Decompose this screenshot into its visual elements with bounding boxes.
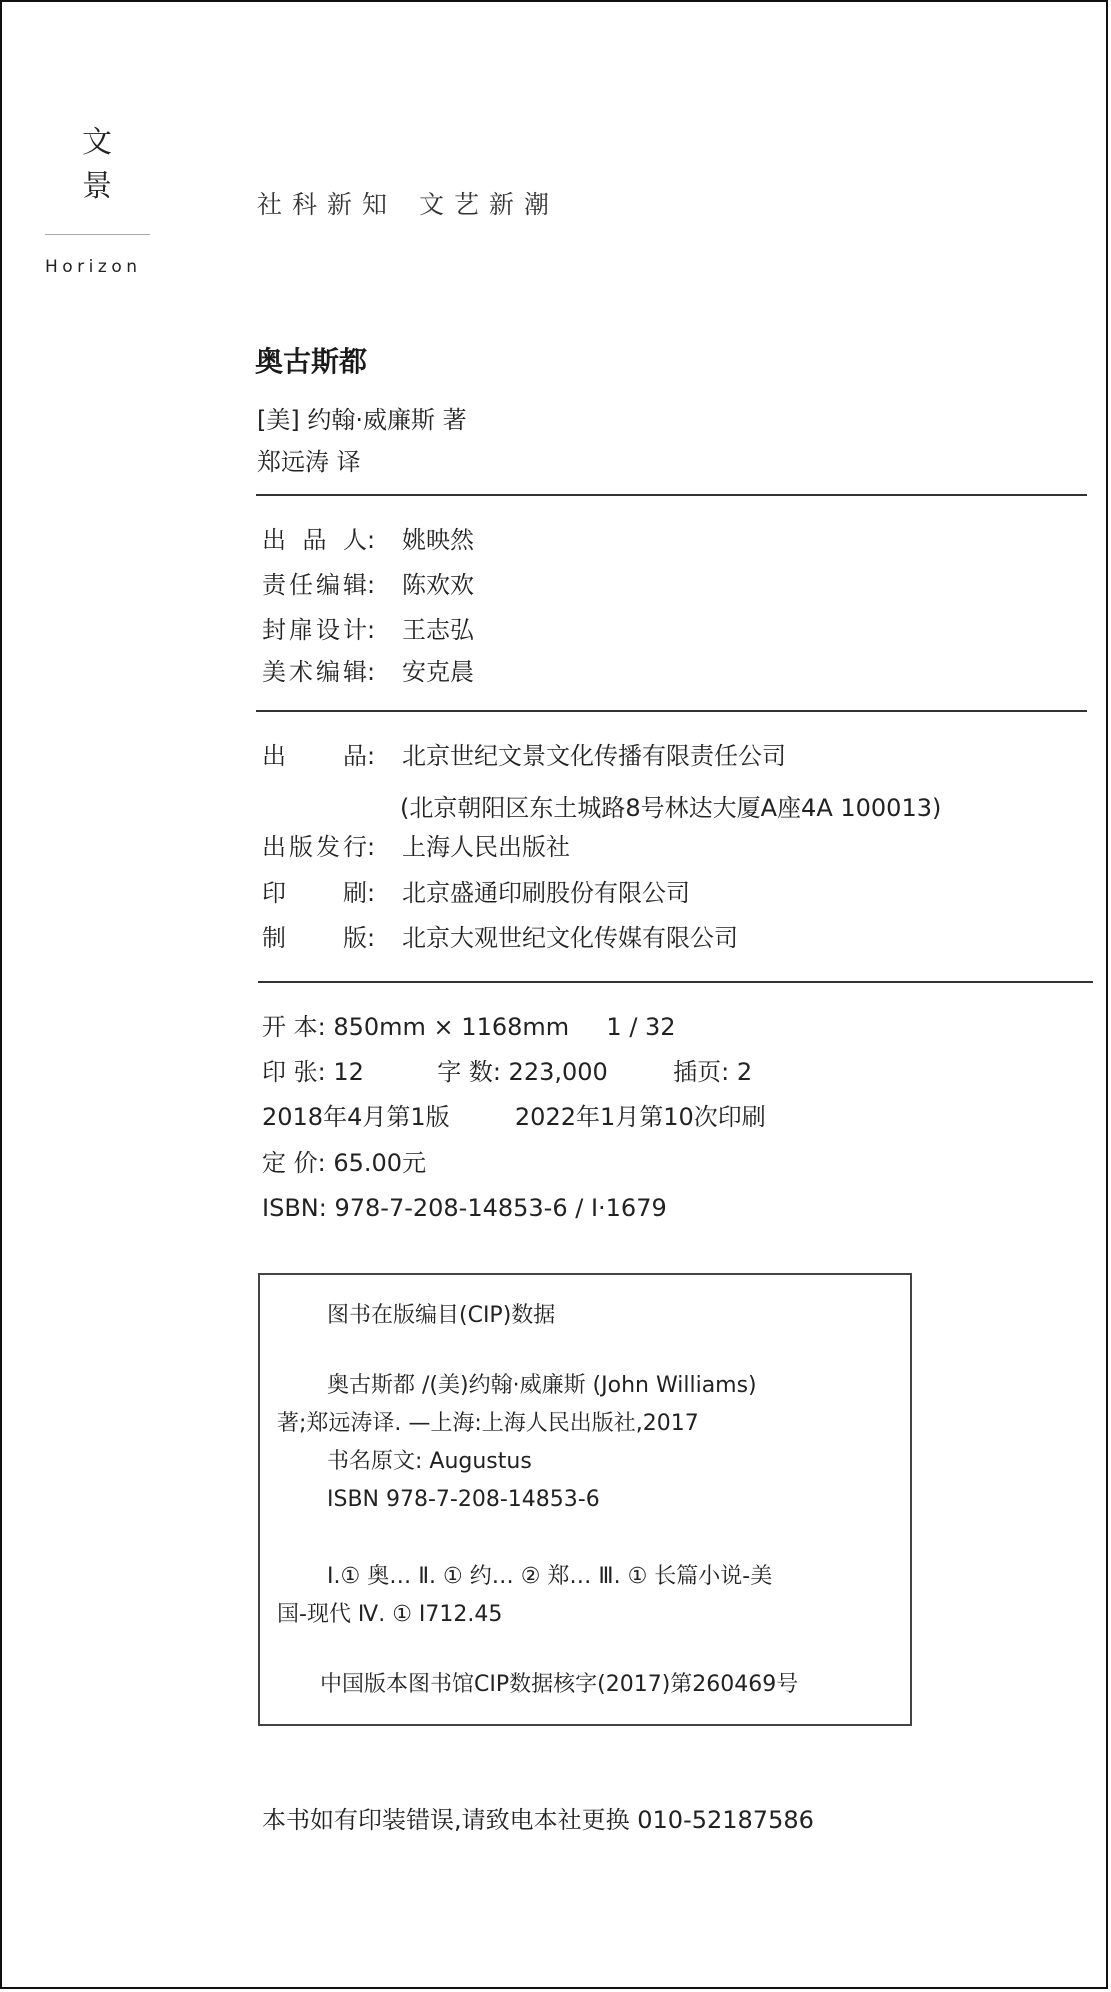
staff-row-producer: 出 品 人 : 姚映然 xyxy=(262,526,474,554)
staff-label: 出 品 人 xyxy=(262,526,367,554)
cip-heading: 图书在版编目(CIP)数据 xyxy=(327,1303,556,1328)
spec-sheets-words-plates: 印 张: 12 字 数: 223,000 插页: 2 xyxy=(262,1058,753,1086)
staff-row-editor: 责 任 编 辑 : 陈欢欢 xyxy=(262,571,474,599)
cip-line-3: 书名原文: Augustus xyxy=(327,1449,532,1474)
staff-label: 封 扉 设 计 xyxy=(262,616,367,644)
staff-value: 安克晨 xyxy=(402,658,474,686)
staff-value: 陈欢欢 xyxy=(402,571,474,599)
pub-address: (北京朝阳区东土城路8号林达大厦A座4A 100013) xyxy=(400,794,942,822)
slogan-right: 文艺新潮 xyxy=(419,190,560,219)
pub-label: 印 刷 xyxy=(262,879,367,907)
cip-line-5: Ⅰ.① 奥… Ⅱ. ① 约… ② 郑… Ⅲ. ① 长篇小说-美 xyxy=(327,1564,773,1589)
staff-value: 王志弘 xyxy=(402,616,474,644)
spec-editions: 2018年4月第1版 2022年1月第10次印刷 xyxy=(262,1103,766,1131)
pub-row-plate-maker: 制 版 : 北京大观世纪文化传媒有限公司 xyxy=(262,924,738,952)
pub-value: 北京盛通印刷股份有限公司 xyxy=(402,879,690,907)
cip-line-4: ISBN 978-7-208-14853-6 xyxy=(327,1487,600,1512)
pub-row-printer: 印 刷 : 北京盛通印刷股份有限公司 xyxy=(262,879,690,907)
logo-horizon-text: Horizon xyxy=(45,257,142,277)
cip-line-1: 奥古斯都 /(美)约翰·威廉斯 (John Williams) xyxy=(327,1373,757,1398)
staff-label: 美 术 编 辑 xyxy=(262,658,367,686)
divider-1 xyxy=(256,494,1087,496)
pub-row-producer: 出 品 : 北京世纪文景文化传播有限责任公司 xyxy=(262,742,786,770)
spec-isbn: ISBN: 978-7-208-14853-6 / I·1679 xyxy=(262,1194,667,1222)
pub-value: 北京大观世纪文化传媒有限公司 xyxy=(402,924,738,952)
pub-label: 制 版 xyxy=(262,924,367,952)
staff-row-art-editor: 美 术 编 辑 : 安克晨 xyxy=(262,658,474,686)
misprint-notice: 本书如有印装错误,请致电本社更换 010-52187586 xyxy=(262,1806,814,1834)
cip-line-6: 国-现代 Ⅳ. ① I712.45 xyxy=(277,1602,503,1627)
pub-value: 北京世纪文景文化传播有限责任公司 xyxy=(402,742,786,770)
translator-line: 郑远涛 译 xyxy=(257,448,361,476)
slogan xyxy=(257,185,559,221)
author-line: [美] 约翰·威廉斯 著 xyxy=(257,406,467,434)
staff-value: 姚映然 xyxy=(402,526,474,554)
spec-price: 定 价: 65.00元 xyxy=(262,1149,427,1177)
spec-format: 开 本: 850mm × 1168mm 1 / 32 xyxy=(262,1013,676,1041)
cip-line-2: 著;郑远涛译. —上海:上海人民出版社,2017 xyxy=(277,1411,699,1436)
book-title: 奥古斯都 xyxy=(255,345,368,378)
logo-divider xyxy=(45,234,150,235)
slogan-left: 社科新知 xyxy=(257,190,398,219)
staff-label: 责 任 编 辑 xyxy=(262,571,367,599)
staff-row-cover-design: 封 扉 设 计 : 王志弘 xyxy=(262,616,474,644)
pub-row-publisher: 出 版 发 行 : 上海人民出版社 xyxy=(262,833,570,861)
pub-label: 出 品 xyxy=(262,742,367,770)
logo-char-jing: 景 xyxy=(82,169,112,204)
logo-char-wen: 文 xyxy=(82,125,112,160)
pub-value: 上海人民出版社 xyxy=(402,833,570,861)
pub-label: 出 版 发 行 xyxy=(262,833,367,861)
cip-footer: 中国版本图书馆CIP数据核字(2017)第260469号 xyxy=(320,1672,799,1697)
divider-3 xyxy=(258,981,1093,983)
divider-2 xyxy=(256,710,1087,712)
